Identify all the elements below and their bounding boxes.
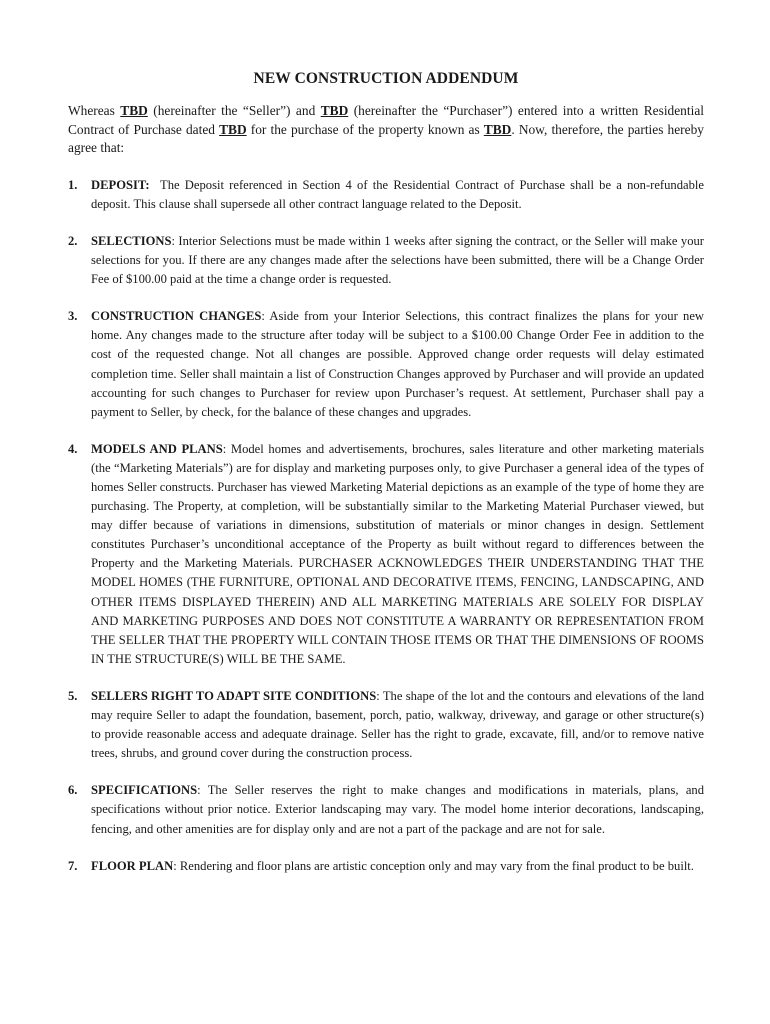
document-title: NEW CONSTRUCTION ADDENDUM (253, 70, 519, 87)
clause-text: : The Seller reserves the right to make changes and modifications in materials, plans, and specifications without prior notice. Exterior landscaping may vary. The model home interior decorations, landscaping, fencing, and other amenities are for display only and are not a part of the package and are not for sale. (91, 783, 704, 836)
purchaser-field: TBD (320, 103, 349, 118)
clause-number: 6. (68, 783, 78, 798)
clause-text: : Aside from your Interior Selections, this contract finalizes the plans for your new home. Any changes made to the structure after today will be subject to a $100.00 Change Order Fee in addition to the cost of the requested change. Not all changes are possible. Approved change order requests will delay estimated completion time. Seller shall maintain a list of Construction Changes approved by Purchaser and will provide an updated accounting for such changes to Purchaser for review upon Purchaser’s request. At settlement, Purchaser shall pay a payment to Seller, by check, for the balance of these changes and upgrades. (91, 309, 705, 419)
clause-item-floor-plan (68, 857, 704, 876)
clause-item-site-conditions (68, 687, 704, 763)
clause-number: 1. (68, 177, 78, 192)
clause-heading: DEPOSIT: (91, 177, 150, 192)
clause-text: : Rendering and floor plans are artistic conception only and may vary from the final product to be built. (173, 858, 694, 873)
clause-text: : Interior Selections must be made within 1 weeks after signing the contract, or the Seller will make your selections for you. If there are any changes made after the selections have been submitted, there will be a Change Order Fee of $100.00 paid at the time a change order is requested. (91, 233, 704, 287)
clause-item-specifications (68, 781, 704, 838)
clause-text: The Deposit referenced in Section 4 of the Residential Contract of Purchase shall be a non-refundable deposit. This clause shall supersede all other contract language related to the Deposit. (91, 177, 704, 211)
clause-heading: SPECIFICATIONS (91, 783, 198, 798)
clause-number: 3. (68, 309, 78, 324)
intro-paragraph (68, 102, 704, 158)
clause-heading: CONSTRUCTION CHANGES (91, 309, 262, 324)
clause-text: : The shape of the lot and the contours and elevations of the land may require Seller to adapt the foundation, basement, porch, patio, walkway, driveway, and garage or other structure(s) to provide reasonable access and adequate drainage. Seller has the right to grade, excavate, fill, and/or to remove native trees, shrubs, and ground cover during the construction process. (91, 688, 704, 761)
clause-heading: SELLERS RIGHT TO ADAPT SITE CONDITIONS (91, 688, 377, 703)
contract-date-field: TBD (219, 121, 247, 137)
clause-text: : Model homes and advertisements, brochures, sales literature and other marketing materials (the “Marketing Materials”) are for display and marketing purposes only, to give Purchaser a general idea of the types of homes Seller constructs. Purchaser has viewed Marketing Material depictions as an example of the type of home they are purchasing. The Property, at completion, will be substantially similar to the Marketing Material Purchaser viewed, but may differ because of variations in dimensions, substitution of materials or minor changes in design. Settlement constitutes Purchaser’s unconditional acceptance of the Property as built without regard to differences between the Property and the Marketing Materials. PURCHASER ACKNOWLEDGES THEIR UNDERSTANDING THAT THE MODEL HOMES (THE FURNITURE, OPTIONAL AND DECORATIVE ITEMS, FENCING, LANDSCAPING, AND OTHER ITEMS DISPLAYED THEREIN) AND ALL MARKETING MATERIALS ARE SOLELY FOR DISPLAY AND MARKETING PURPOSES AND DOES NOT CONSTITUTE A WARRANTY OR REPRESENTATION FROM THE SELLER THAT THE PROPERTY WILL CONTAIN THOSE ITEMS OR THAT THE DIMENSIONS OF ROOMS IN THE STRUCTURE(S) WILL BE THE SAME. (91, 441, 704, 666)
intro-text-4: for the purchase of the property known as (250, 121, 480, 137)
clause-item-construction-changes (68, 307, 704, 422)
clause-heading: SELECTIONS (91, 233, 172, 248)
clause-item-models-and-plans (68, 440, 704, 669)
document-page (68, 70, 704, 894)
clause-heading: FLOOR PLAN (91, 858, 174, 873)
property-field: TBD (483, 121, 512, 137)
clause-number: 7. (68, 858, 78, 873)
clause-heading: MODELS AND PLANS (91, 441, 223, 456)
intro-text-3: (hereinafter the “Purchaser”) entered into a written Residential Contract of Purchase dated (68, 103, 704, 137)
clause-item-selections (68, 232, 704, 289)
seller-field: TBD (120, 103, 148, 118)
clause-number: 4. (68, 441, 78, 456)
intro-text-5: . Now, therefore, the parties hereby agree that: (68, 121, 704, 156)
clause-item-deposit (68, 176, 704, 214)
intro-text-1: Whereas (68, 103, 115, 118)
clause-list (68, 176, 704, 876)
intro-text-2: (hereinafter the “Seller”) and (153, 103, 316, 118)
clause-number: 5. (68, 688, 78, 703)
clause-number: 2. (68, 233, 78, 248)
